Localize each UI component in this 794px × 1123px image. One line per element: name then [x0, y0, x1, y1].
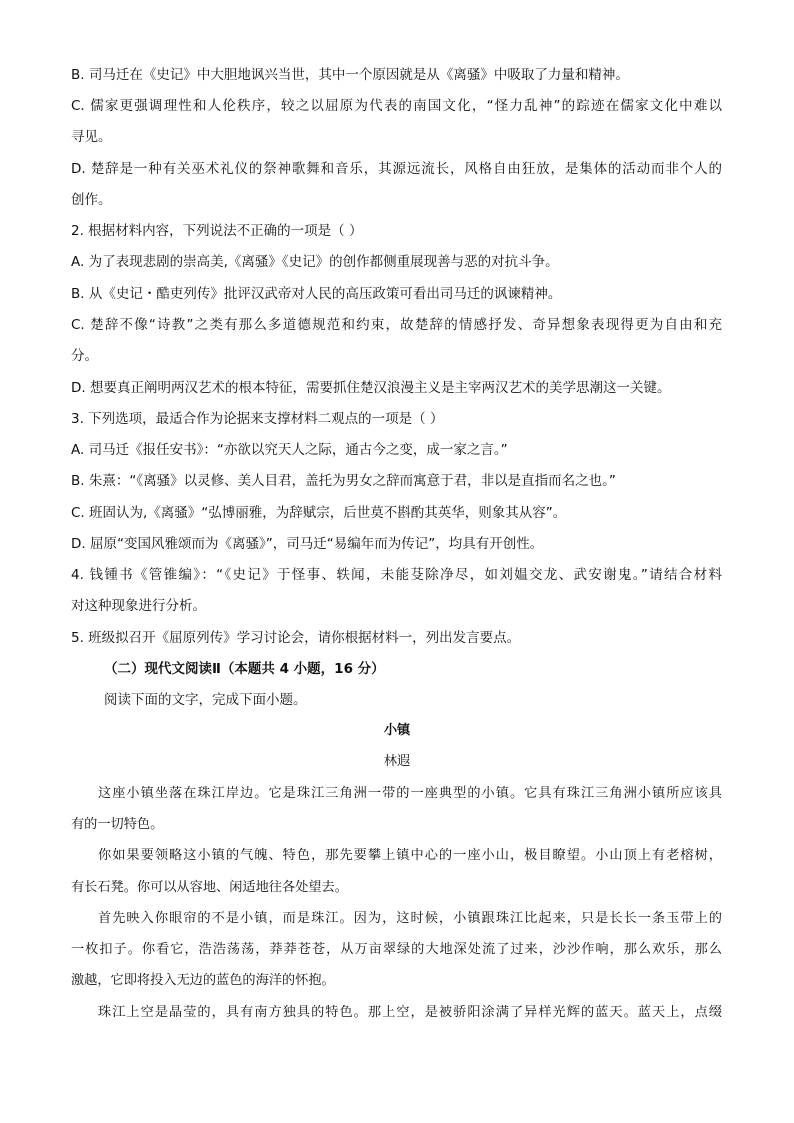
- story-p1-line2: 有的一切特色。: [71, 817, 164, 832]
- q2-option-c-line2: 分。: [71, 348, 98, 364]
- q2-option-d: D. 想要真正阐明两汉艺术的根本特征，需要抓住楚汉浪漫主义是主宰两汉艺术的美学思潮这一关键。: [71, 380, 671, 396]
- q3-stem: 3. 下列选项，最适合作为论据来支撑材料二观点的一项是（ ）: [71, 411, 444, 427]
- q4-line1: 4. 钱锺书《管锥编》：“《史记》于怪事、轶闻，未能芟除净尽，如刘媪交龙、武安谢鬼。”请结合材料: [71, 567, 722, 583]
- q2-option-a: A. 为了表现悲剧的崇高美,《离骚》《史记》的创作都侧重展现善与恶的对抗斗争。: [71, 254, 559, 270]
- story-title: 小镇: [383, 723, 411, 738]
- q2-stem: 2. 根据材料内容，下列说法不正确的一项是（ ）: [71, 223, 363, 239]
- q3-option-d: D. 屈原“变国风雅颂而为《离骚》”，司马迁“易编年而为传记”，均具有开创性。: [71, 536, 544, 552]
- q2-option-b: B. 从《史记・酷吏列传》批评汉武帝对人民的高压政策可看出司马迁的讽谏精神。: [71, 286, 562, 302]
- story-p3-line3: 激越，它即将投入无边的蓝色的海洋的怀抱。: [71, 973, 335, 988]
- story-p4-line1: 珠江上空是晶莹的，具有南方独具的特色。那上空，是被骄阳涂满了异样光辉的蓝天。蓝天上，点缀: [98, 1005, 722, 1020]
- story-p3-line1: 首先映入你眼帘的不是小镇，而是珠江。因为，这时候，小镇跟珠江比起来，只是长长一条玉带上的: [98, 911, 722, 926]
- q1-option-d-line1: D. 楚辞是一种有关巫术礼仪的祭神歌舞和音乐，其源远流长，风格自由狂放，是集体的活动而非个人的: [71, 161, 722, 177]
- q4-line2: 对这种现象进行分析。: [71, 598, 206, 614]
- q3-option-a: A. 司马迁《报任安书》：“亦欲以究天人之际，通古今之变，成一家之言。”: [71, 442, 508, 458]
- q5: 5. 班级拟召开《屈原列传》学习讨论会，请你根据材料一，列出发言要点。: [71, 630, 521, 646]
- section-heading: （二）现代文阅读Ⅱ（本题共 4 小题，16 分）: [104, 661, 385, 677]
- story-p2-line1: 你如果要领略这小镇的气魄、特色，那先要攀上镇中心的一座小山，极目瞭望。小山顶上有老榕树，: [98, 848, 722, 863]
- q1-option-d-line2: 创作。: [71, 192, 112, 208]
- section-instruction: 阅读下面的文字，完成下面小题。: [104, 692, 307, 708]
- q1-option-c-line2: 寻见。: [71, 129, 112, 145]
- q1-option-c-line1: C. 儒家更强调理性和人伦秩序，较之以屈原为代表的南国文化，“怪力乱神”的踪迹在儒家文化中难以: [71, 98, 722, 114]
- q1-option-b: B. 司马迁在《史记》中大胆地讽兴当世，其中一个原因就是从《离骚》中吸取了力量和精神。: [71, 67, 629, 83]
- story-p3-line2: 一枚扣子。你看它，浩浩荡荡，莽莽苍苍，从万亩翠绿的大地深处流了过来，沙沙作响，那么欢乐，那么: [71, 942, 722, 957]
- story-p2-line2: 有长石凳。你可以从容地、闲适地往各处望去。: [71, 880, 348, 895]
- q2-option-c-line1: C. 楚辞不像“诗教”之类有那么多道德规范和约束，故楚辞的情感抒发、奇异想象表现得更为自由和充: [71, 317, 722, 333]
- story-p1-line1: 这座小镇坐落在珠江岸边。它是珠江三角洲一带的一座典型的小镇。它具有珠江三角洲小镇所应该具: [98, 786, 722, 801]
- q3-option-c: C. 班固认为,《离骚》“弘博丽雅，为辞赋宗，后世莫不斟酌其英华，则象其从容”。: [71, 505, 567, 521]
- story-author: 林遐: [383, 754, 411, 769]
- q3-option-b: B. 朱熹：“《离骚》以灵修、美人目君，盖托为男女之辞而寓意于君，非以是直指而名之也。”: [71, 473, 616, 489]
